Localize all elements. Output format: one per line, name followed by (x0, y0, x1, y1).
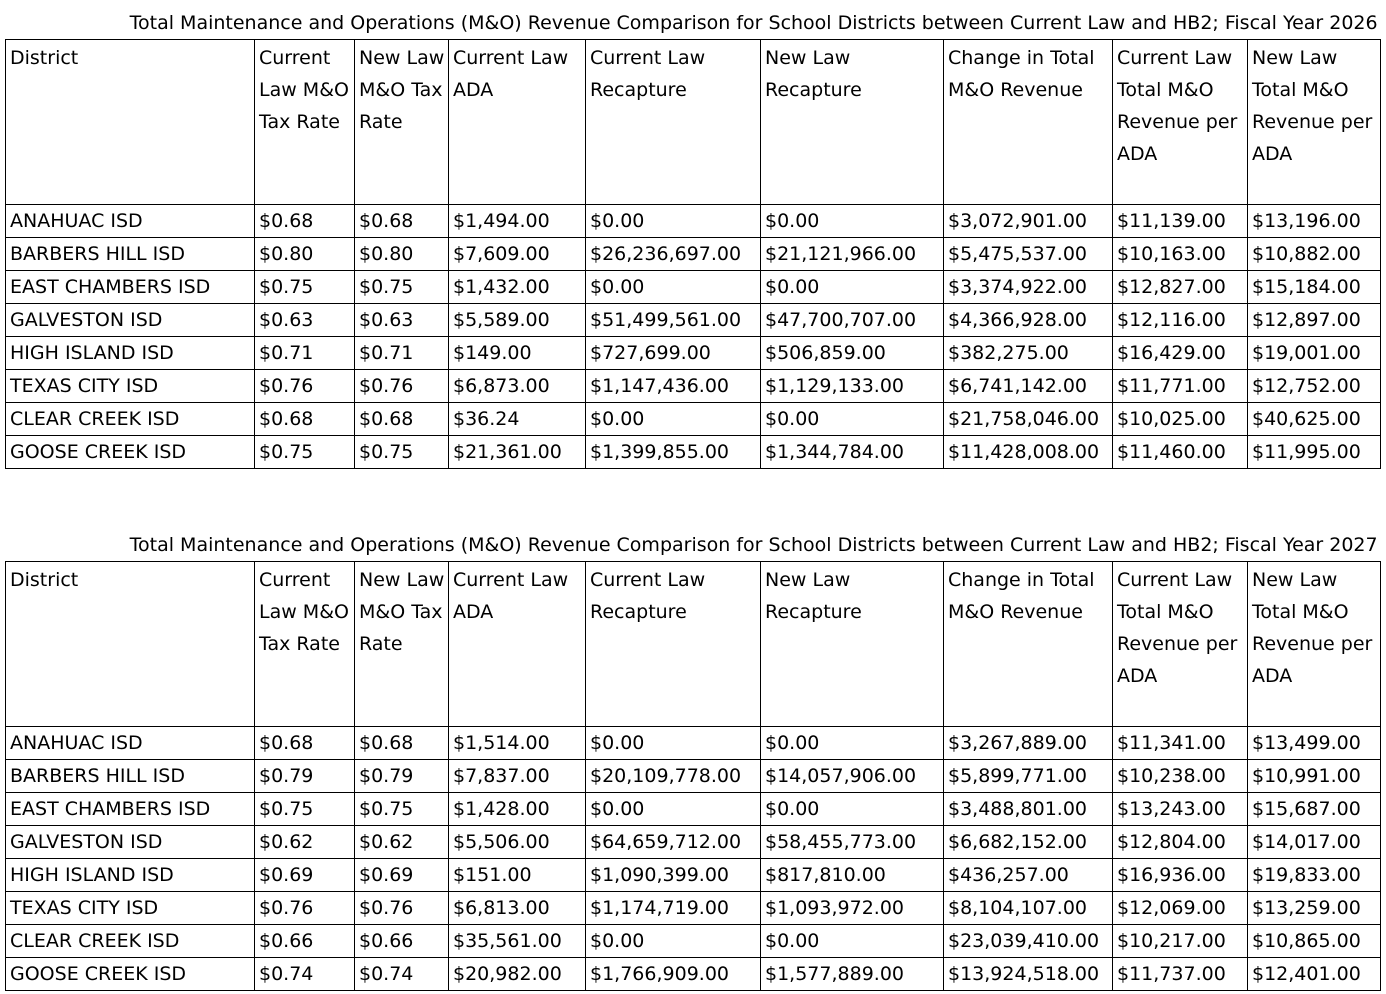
value-cell: $1,766,909.00 (586, 958, 761, 991)
value-cell: $16,429.00 (1113, 337, 1248, 370)
district-name-cell: TEXAS CITY ISD (6, 892, 255, 925)
column-header: District (6, 562, 255, 727)
column-header: Current Law ADA (449, 40, 586, 205)
revenue-table-fy2026 (5, 8, 1381, 469)
value-cell: $0.68 (355, 727, 449, 760)
column-header: New Law M&O Tax Rate (355, 40, 449, 205)
column-header: New Law Total M&O Revenue per ADA (1248, 40, 1381, 205)
table-row (6, 403, 1381, 436)
value-cell: $11,995.00 (1248, 436, 1381, 469)
value-cell: $12,069.00 (1113, 892, 1248, 925)
value-cell: $0.63 (255, 304, 355, 337)
value-cell: $13,196.00 (1248, 205, 1381, 238)
district-name-cell: HIGH ISLAND ISD (6, 859, 255, 892)
value-cell: $1,174,719.00 (586, 892, 761, 925)
value-cell: $20,109,778.00 (586, 760, 761, 793)
table-title: Total Maintenance and Operations (M&O) Revenue Comparison for School Districts between Current Law and HB2; Fiscal Year 2027 (6, 530, 1381, 562)
value-cell: $20,982.00 (449, 958, 586, 991)
column-header: New Law Recapture (761, 562, 944, 727)
column-header: New Law Total M&O Revenue per ADA (1248, 562, 1381, 727)
value-cell: $3,488,801.00 (944, 793, 1113, 826)
value-cell: $0.00 (586, 403, 761, 436)
value-cell: $0.00 (586, 205, 761, 238)
value-cell: $5,506.00 (449, 826, 586, 859)
value-cell: $5,589.00 (449, 304, 586, 337)
value-cell: $12,804.00 (1113, 826, 1248, 859)
value-cell: $1,093,972.00 (761, 892, 944, 925)
value-cell: $10,865.00 (1248, 925, 1381, 958)
value-cell: $0.62 (355, 826, 449, 859)
value-cell: $23,039,410.00 (944, 925, 1113, 958)
column-header: Current Law Recapture (586, 562, 761, 727)
district-name-cell: BARBERS HILL ISD (6, 238, 255, 271)
value-cell: $7,837.00 (449, 760, 586, 793)
value-cell: $11,428,008.00 (944, 436, 1113, 469)
value-cell: $0.68 (255, 727, 355, 760)
value-cell: $0.00 (761, 403, 944, 436)
column-header: New Law M&O Tax Rate (355, 562, 449, 727)
value-cell: $15,687.00 (1248, 793, 1381, 826)
district-name-cell: GALVESTON ISD (6, 304, 255, 337)
district-name-cell: GALVESTON ISD (6, 826, 255, 859)
value-cell: $0.75 (255, 793, 355, 826)
value-cell: $0.69 (255, 859, 355, 892)
value-cell: $0.00 (761, 793, 944, 826)
district-name-cell: CLEAR CREEK ISD (6, 925, 255, 958)
value-cell: $0.74 (355, 958, 449, 991)
table-row (6, 760, 1381, 793)
value-cell: $0.80 (255, 238, 355, 271)
value-cell: $0.76 (255, 892, 355, 925)
value-cell: $0.71 (255, 337, 355, 370)
value-cell: $0.00 (586, 727, 761, 760)
value-cell: $0.69 (355, 859, 449, 892)
value-cell: $10,882.00 (1248, 238, 1381, 271)
value-cell: $12,897.00 (1248, 304, 1381, 337)
value-cell: $13,243.00 (1113, 793, 1248, 826)
value-cell: $64,659,712.00 (586, 826, 761, 859)
column-header: Current Law M&O Tax Rate (255, 562, 355, 727)
value-cell: $11,341.00 (1113, 727, 1248, 760)
district-name-cell: ANAHUAC ISD (6, 205, 255, 238)
value-cell: $0.79 (255, 760, 355, 793)
column-header: Change in Total M&O Revenue (944, 40, 1113, 205)
value-cell: $11,139.00 (1113, 205, 1248, 238)
value-cell: $10,163.00 (1113, 238, 1248, 271)
value-cell: $0.68 (255, 205, 355, 238)
value-cell: $0.63 (355, 304, 449, 337)
value-cell: $0.75 (355, 793, 449, 826)
value-cell: $51,499,561.00 (586, 304, 761, 337)
column-header: Current Law ADA (449, 562, 586, 727)
table-row (6, 337, 1381, 370)
value-cell: $21,121,966.00 (761, 238, 944, 271)
district-name-cell: TEXAS CITY ISD (6, 370, 255, 403)
table-row (6, 238, 1381, 271)
value-cell: $1,428.00 (449, 793, 586, 826)
value-cell: $12,752.00 (1248, 370, 1381, 403)
value-cell: $11,737.00 (1113, 958, 1248, 991)
table-row (6, 727, 1381, 760)
value-cell: $0.62 (255, 826, 355, 859)
value-cell: $10,238.00 (1113, 760, 1248, 793)
value-cell: $1,432.00 (449, 271, 586, 304)
value-cell: $0.74 (255, 958, 355, 991)
column-header: District (6, 40, 255, 205)
value-cell: $10,991.00 (1248, 760, 1381, 793)
value-cell: $6,813.00 (449, 892, 586, 925)
value-cell: $14,057,906.00 (761, 760, 944, 793)
value-cell: $10,025.00 (1113, 403, 1248, 436)
column-header: Current Law M&O Tax Rate (255, 40, 355, 205)
column-header: Current Law Total M&O Revenue per ADA (1113, 562, 1248, 727)
value-cell: $0.68 (355, 205, 449, 238)
header-row (6, 40, 1381, 205)
value-cell: $0.80 (355, 238, 449, 271)
value-cell: $40,625.00 (1248, 403, 1381, 436)
value-cell: $151.00 (449, 859, 586, 892)
value-cell: $21,758,046.00 (944, 403, 1113, 436)
value-cell: $8,104,107.00 (944, 892, 1113, 925)
table-row (6, 271, 1381, 304)
value-cell: $19,833.00 (1248, 859, 1381, 892)
value-cell: $1,494.00 (449, 205, 586, 238)
value-cell: $0.75 (355, 436, 449, 469)
value-cell: $12,827.00 (1113, 271, 1248, 304)
revenue-table-fy2027 (5, 530, 1381, 991)
column-header: New Law Recapture (761, 40, 944, 205)
value-cell: $0.75 (255, 436, 355, 469)
table-row (6, 925, 1381, 958)
value-cell: $3,374,922.00 (944, 271, 1113, 304)
value-cell: $1,147,436.00 (586, 370, 761, 403)
table-row (6, 892, 1381, 925)
value-cell: $47,700,707.00 (761, 304, 944, 337)
column-header: Change in Total M&O Revenue (944, 562, 1113, 727)
value-cell: $12,401.00 (1248, 958, 1381, 991)
value-cell: $0.68 (355, 403, 449, 436)
value-cell: $4,366,928.00 (944, 304, 1113, 337)
value-cell: $727,699.00 (586, 337, 761, 370)
table-row (6, 958, 1381, 991)
value-cell: $1,514.00 (449, 727, 586, 760)
district-name-cell: GOOSE CREEK ISD (6, 436, 255, 469)
value-cell: $436,257.00 (944, 859, 1113, 892)
value-cell: $5,899,771.00 (944, 760, 1113, 793)
value-cell: $0.00 (761, 925, 944, 958)
value-cell: $382,275.00 (944, 337, 1113, 370)
value-cell: $0.00 (761, 727, 944, 760)
value-cell: $6,682,152.00 (944, 826, 1113, 859)
table-row (6, 859, 1381, 892)
table-title: Total Maintenance and Operations (M&O) Revenue Comparison for School Districts between Current Law and HB2; Fiscal Year 2026 (6, 8, 1381, 40)
value-cell: $15,184.00 (1248, 271, 1381, 304)
value-cell: $11,460.00 (1113, 436, 1248, 469)
value-cell: $0.66 (255, 925, 355, 958)
district-name-cell: BARBERS HILL ISD (6, 760, 255, 793)
value-cell: $1,129,133.00 (761, 370, 944, 403)
value-cell: $58,455,773.00 (761, 826, 944, 859)
value-cell: $0.76 (255, 370, 355, 403)
table-row (6, 826, 1381, 859)
value-cell: $0.75 (355, 271, 449, 304)
value-cell: $3,267,889.00 (944, 727, 1113, 760)
value-cell: $1,344,784.00 (761, 436, 944, 469)
value-cell: $21,361.00 (449, 436, 586, 469)
table-row (6, 793, 1381, 826)
value-cell: $0.00 (586, 793, 761, 826)
table-row (6, 370, 1381, 403)
district-name-cell: HIGH ISLAND ISD (6, 337, 255, 370)
header-row (6, 562, 1381, 727)
value-cell: $6,741,142.00 (944, 370, 1113, 403)
value-cell: $0.00 (586, 271, 761, 304)
value-cell: $3,072,901.00 (944, 205, 1113, 238)
district-name-cell: EAST CHAMBERS ISD (6, 793, 255, 826)
value-cell: $0.66 (355, 925, 449, 958)
value-cell: $1,399,855.00 (586, 436, 761, 469)
value-cell: $506,859.00 (761, 337, 944, 370)
value-cell: $16,936.00 (1113, 859, 1248, 892)
table-row (6, 436, 1381, 469)
value-cell: $0.76 (355, 892, 449, 925)
value-cell: $13,924,518.00 (944, 958, 1113, 991)
column-header: Current Law Total M&O Revenue per ADA (1113, 40, 1248, 205)
value-cell: $12,116.00 (1113, 304, 1248, 337)
table-row (6, 304, 1381, 337)
district-name-cell: EAST CHAMBERS ISD (6, 271, 255, 304)
value-cell: $10,217.00 (1113, 925, 1248, 958)
value-cell: $19,001.00 (1248, 337, 1381, 370)
value-cell: $0.79 (355, 760, 449, 793)
value-cell: $0.68 (255, 403, 355, 436)
value-cell: $1,090,399.00 (586, 859, 761, 892)
district-name-cell: CLEAR CREEK ISD (6, 403, 255, 436)
value-cell: $26,236,697.00 (586, 238, 761, 271)
value-cell: $13,499.00 (1248, 727, 1381, 760)
table-row (6, 205, 1381, 238)
column-header: Current Law Recapture (586, 40, 761, 205)
value-cell: $14,017.00 (1248, 826, 1381, 859)
value-cell: $0.76 (355, 370, 449, 403)
district-name-cell: GOOSE CREEK ISD (6, 958, 255, 991)
value-cell: $149.00 (449, 337, 586, 370)
value-cell: $6,873.00 (449, 370, 586, 403)
district-name-cell: ANAHUAC ISD (6, 727, 255, 760)
value-cell: $11,771.00 (1113, 370, 1248, 403)
value-cell: $0.00 (761, 205, 944, 238)
value-cell: $5,475,537.00 (944, 238, 1113, 271)
value-cell: $0.71 (355, 337, 449, 370)
value-cell: $35,561.00 (449, 925, 586, 958)
value-cell: $7,609.00 (449, 238, 586, 271)
value-cell: $817,810.00 (761, 859, 944, 892)
value-cell: $0.00 (586, 925, 761, 958)
value-cell: $0.00 (761, 271, 944, 304)
value-cell: $1,577,889.00 (761, 958, 944, 991)
value-cell: $36.24 (449, 403, 586, 436)
value-cell: $13,259.00 (1248, 892, 1381, 925)
value-cell: $0.75 (255, 271, 355, 304)
